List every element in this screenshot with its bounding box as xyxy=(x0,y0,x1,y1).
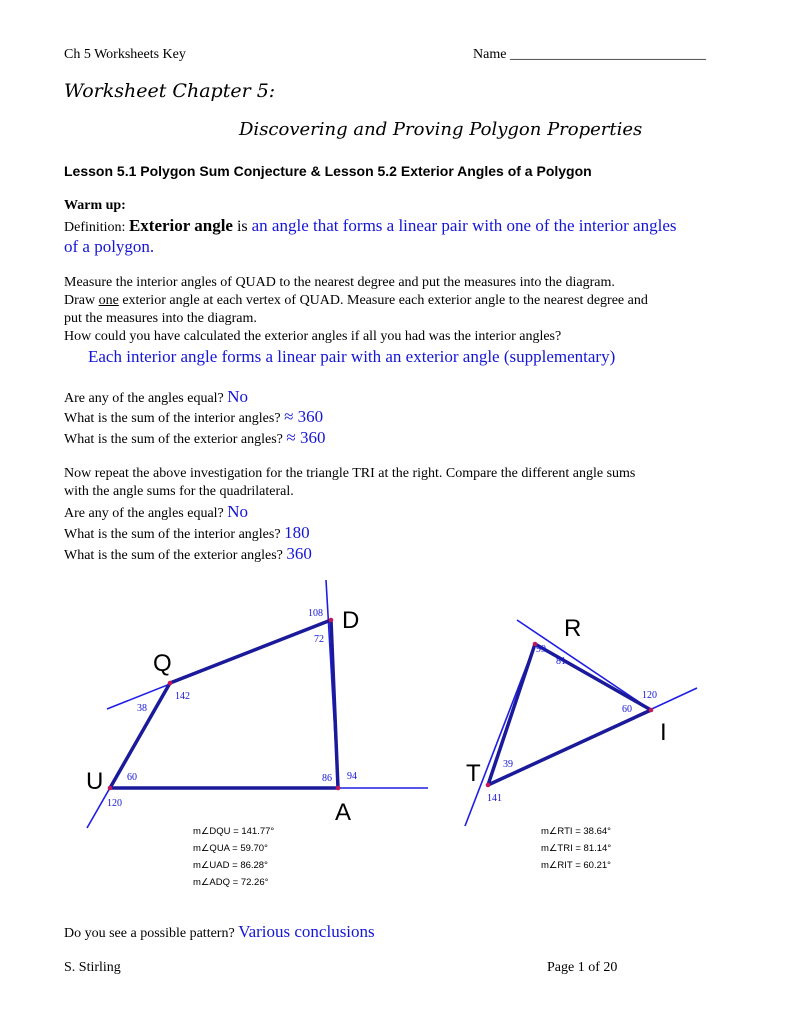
tri-answer-3: 360 xyxy=(286,544,312,563)
label-r: R xyxy=(564,615,582,642)
angle-a-int: 86 xyxy=(322,773,332,784)
instruction-answer: Each interior angle forms a linear pair with an exterior angle (supplementary) xyxy=(88,347,616,366)
vertex-u-dot xyxy=(108,786,113,791)
vertex-d-dot xyxy=(329,618,334,623)
angle-r-ext: 99 xyxy=(536,644,546,655)
header-left: Ch 5 Worksheets Key xyxy=(64,47,186,62)
vertex-i-dot xyxy=(649,708,654,713)
instruction-line-1: Measure the interior angles of QUAD to the nearest degree and put the measures into the diagram. xyxy=(64,275,615,290)
quad-question-3: What is the sum of the exterior angles? ≈ 360 xyxy=(64,428,326,447)
measure-dqu: m∠DQU = 141.77° xyxy=(193,826,275,837)
warmup-heading: Warm up: xyxy=(64,198,126,213)
angle-q-ext: 38 xyxy=(137,703,147,714)
name-label: Name xyxy=(473,47,507,62)
tri-intro-line-2: with the angle sums for the quadrilateral. xyxy=(64,484,294,499)
label-t: T xyxy=(466,760,481,787)
measure-uad: m∠UAD = 86.28° xyxy=(193,860,268,871)
name-blank: ____________________________ xyxy=(509,47,706,62)
quad-question-1: Are any of the angles equal? No xyxy=(64,387,249,406)
angle-t-ext: 141 xyxy=(487,793,502,804)
vertex-q-dot xyxy=(168,681,173,686)
measure-adq: m∠ADQ = 72.26° xyxy=(193,877,269,888)
tri-question-2: What is the sum of the interior angles? 180 xyxy=(64,523,310,542)
instruction-line-2: Draw one exterior angle at each vertex of QUAD. Measure each exterior angle to the nearest degree and xyxy=(64,293,648,308)
instruction-line-3: put the measures into the diagram. xyxy=(64,311,257,326)
page-subtitle: Discovering and Proving Polygon Properties xyxy=(239,119,643,140)
lesson-heading: Lesson 5.1 Polygon Sum Conjecture & Lesson 5.2 Exterior Angles of a Polygon xyxy=(64,163,592,179)
quad-answer-1: No xyxy=(227,387,249,406)
tri-answer-1: No xyxy=(227,502,249,521)
pattern-question: Do you see a possible pattern? Various conclusions xyxy=(64,922,375,941)
angle-i-ext: 120 xyxy=(642,690,657,701)
measure-rit: m∠RIT = 60.21° xyxy=(541,860,611,871)
label-i: I xyxy=(660,719,667,746)
vertex-a-dot xyxy=(336,786,341,791)
quad-answer-2: ≈ 360 xyxy=(284,407,324,426)
vertex-t-dot xyxy=(486,783,491,788)
angle-a-ext: 94 xyxy=(347,771,357,782)
label-d: D xyxy=(342,607,360,634)
label-q: Q xyxy=(153,650,172,677)
measure-rti: m∠RTI = 38.64° xyxy=(541,826,611,837)
line-ri-extended xyxy=(517,620,651,710)
measure-qua: m∠QUA = 59.70° xyxy=(193,843,268,854)
angle-d-int: 72 xyxy=(314,634,324,645)
instruction-line-4: How could you have calculated the exterior angles if all you had was the interior angles? xyxy=(64,329,562,344)
quad-answer-3: ≈ 360 xyxy=(286,428,326,447)
footer-page-number: Page 1 of 20 xyxy=(547,960,618,975)
label-a: A xyxy=(335,799,352,826)
tri-question-1: Are any of the angles equal? No xyxy=(64,502,249,521)
label-u: U xyxy=(86,768,104,795)
definition-prefix: Definition: xyxy=(64,220,129,235)
pattern-answer: Various conclusions xyxy=(238,922,375,941)
footer-author: S. Stirling xyxy=(64,960,121,975)
tri-intro-line-1: Now repeat the above investigation for the triangle TRI at the right. Compare the different angle sums xyxy=(64,466,636,481)
angle-t-int: 39 xyxy=(503,759,513,770)
page-title: Worksheet Chapter 5: xyxy=(64,80,276,102)
definition-term: Exterior angle xyxy=(128,216,233,235)
angle-u-ext: 120 xyxy=(107,798,122,809)
definition-is: is xyxy=(232,218,252,235)
angle-q-int: 142 xyxy=(175,691,190,702)
measure-tri: m∠TRI = 81.14° xyxy=(541,843,612,854)
angle-r-int: 81 xyxy=(556,656,566,667)
angle-u-int: 60 xyxy=(127,772,137,783)
quad-question-2: What is the sum of the interior angles? ≈ 360 xyxy=(64,407,324,426)
angle-d-ext: 108 xyxy=(308,608,323,619)
angle-i-int: 60 xyxy=(622,704,632,715)
tri-question-3: What is the sum of the exterior angles? 360 xyxy=(64,544,312,563)
definition-answer-cont: of a polygon. xyxy=(64,237,155,256)
definition-answer: an angle that forms a linear pair with one of the interior angles xyxy=(251,216,677,235)
underlined-one: one xyxy=(98,293,119,308)
tri-answer-2: 180 xyxy=(284,523,310,542)
